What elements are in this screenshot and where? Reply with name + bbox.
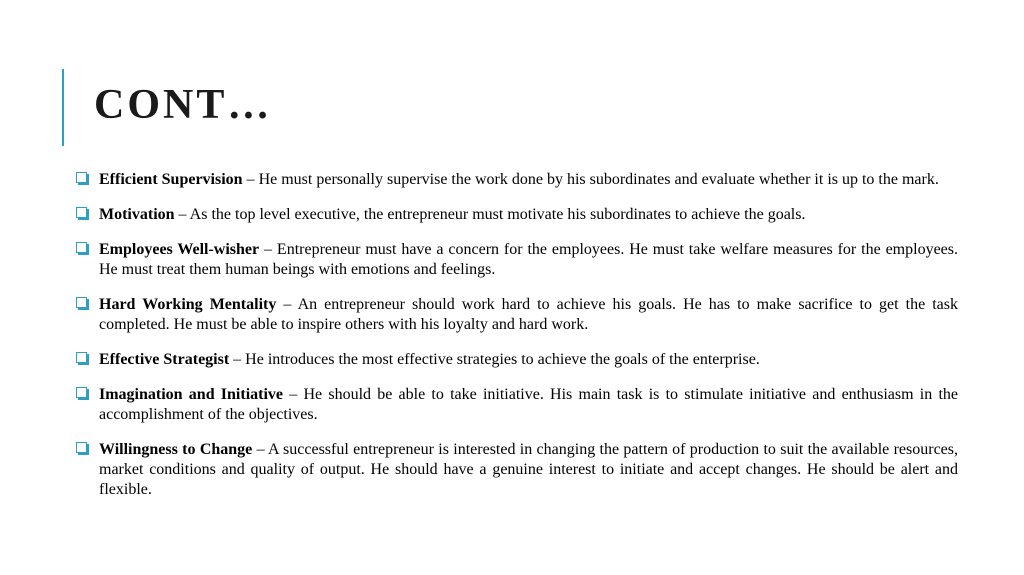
square-bullet-icon xyxy=(76,297,87,308)
bullet-term: Imagination and Initiative xyxy=(99,386,284,403)
square-bullet-icon xyxy=(76,387,87,398)
title-accent-bar xyxy=(62,69,64,146)
bullet-term: Motivation xyxy=(99,206,175,223)
bullet-text: – An entrepreneur should work hard to achieve his goals. He has to make sacrifice to get the task completed. He must be able to inspire others with his loyalty and hard work. xyxy=(99,296,958,333)
bullet-motivation xyxy=(76,205,958,225)
bullet-text: – He must personally supervise the work done by his subordinates and evaluate whether it is up to the mark. xyxy=(242,171,939,188)
slide-title: CONT… xyxy=(94,82,273,128)
square-bullet-icon xyxy=(76,442,87,453)
bullet-text: – As the top level executive, the entrepreneur must motivate his subordinates to achieve the goals. xyxy=(174,206,806,223)
square-bullet-icon xyxy=(76,352,87,363)
bullet-imagination-and-initiative xyxy=(76,385,958,425)
bullet-list xyxy=(76,170,958,515)
square-bullet-icon xyxy=(76,207,87,218)
square-bullet-icon xyxy=(76,172,87,183)
bullet-term: Efficient Supervision xyxy=(99,171,243,188)
bullet-term: Willingness to Change xyxy=(99,441,253,458)
bullet-term: Employees Well-wisher xyxy=(99,241,260,258)
bullet-efficient-supervision xyxy=(76,170,958,190)
bullet-employees-well-wisher xyxy=(76,240,958,280)
bullet-effective-strategist xyxy=(76,350,958,370)
bullet-term: Hard Working Mentality xyxy=(99,296,277,313)
bullet-willingness-to-change xyxy=(76,440,958,500)
bullet-text: – A successful entrepreneur is interested in changing the pattern of production to suit the available resources, market conditions and quality of output. He should have a genuine interest to initiate and accept changes. He should be alert and flexible. xyxy=(99,441,959,498)
square-bullet-icon xyxy=(76,242,87,253)
bullet-text: – Entrepreneur must have a concern for the employees. He must take welfare measures for the employees. He must treat them human beings with emotions and feelings. xyxy=(99,241,958,278)
bullet-text: – He introduces the most effective strategies to achieve the goals of the enterprise. xyxy=(229,351,760,368)
bullet-term: Effective Strategist xyxy=(99,351,230,368)
bullet-hard-working-mentality xyxy=(76,295,958,335)
bullet-text: – He should be able to take initiative. His main task is to stimulate initiative and enthusiasm in the accomplishment of the objectives. xyxy=(99,386,958,423)
